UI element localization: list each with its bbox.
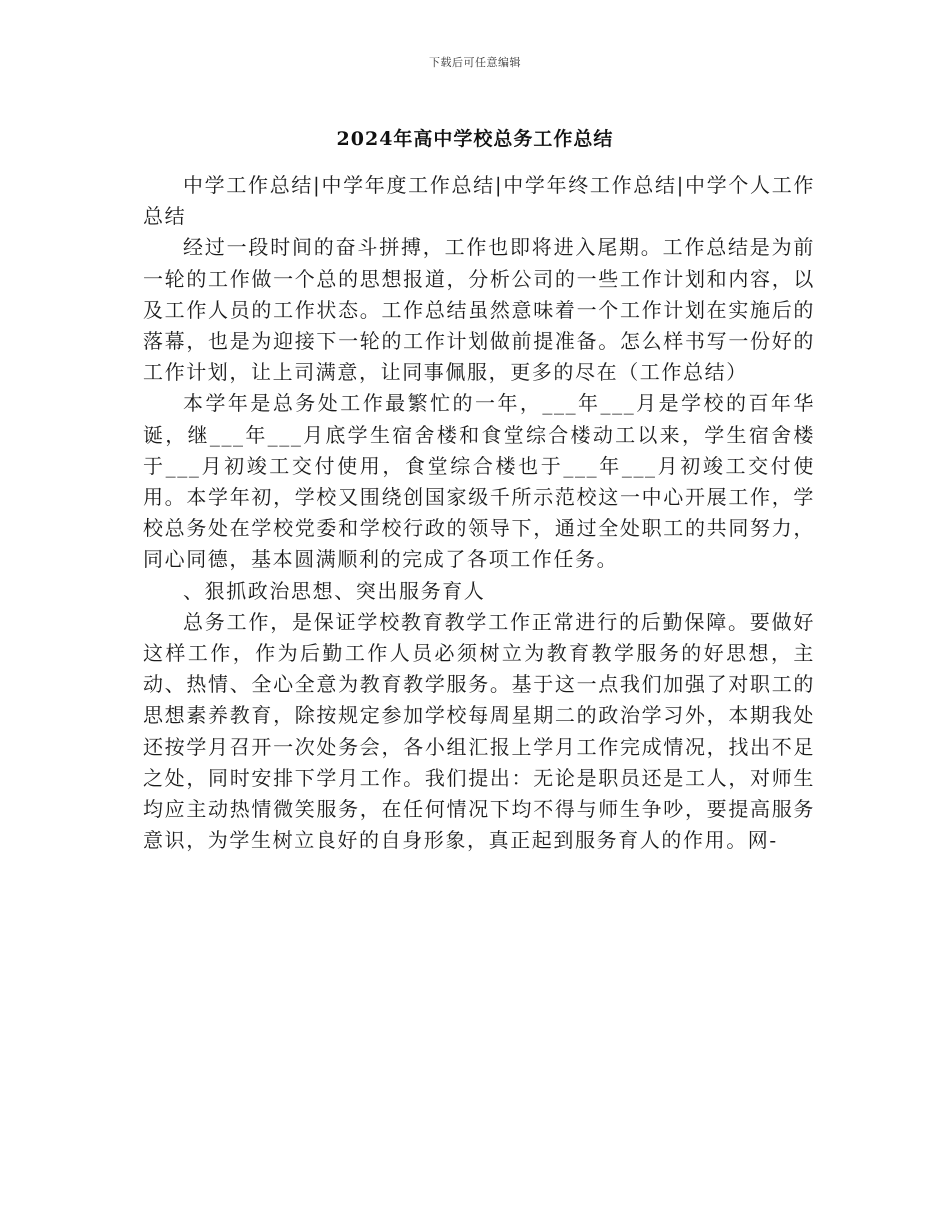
paragraph-categories: 中学工作总结|中学年度工作总结|中学年终工作总结|中学个人工作总结 (143, 173, 815, 229)
header-note: 下载后可任意编辑 (429, 56, 521, 69)
paragraph-intro: 经过一段时间的奋斗拼搏，工作也即将进入尾期。工作总结是为前一轮的工作做一个总的思想报道，分析公司的一些工作计划和内容，以及工作人员的工作状态。工作总结虽然意味着一个工作计划在实施后的落幕，也是为迎接下一轮的工作计划做前提准备。怎么样书写一份好的工作计划，让上司满意，让同事佩服，更多的尽在（工作总结） (143, 235, 815, 385)
document-body (143, 170, 815, 856)
document-title: 2024年高中学校总务工作总结 (336, 128, 614, 150)
section-heading: 、狠抓政治思想、突出服务育人 (183, 578, 486, 603)
paragraph-overview: 本学年是总务处工作最繁忙的一年，___年___月是学校的百年华诞，继___年___月底学生宿舍楼和食堂综合楼动工以来，学生宿舍楼于___月初竣工交付使用，食堂综合楼也于___年___月初竣工交付使用。本学年初，学校又围绕创国家级千所示范校这一中心开展工作，学校总务处在学校党委和学校行政的领导下，通过全处职工的共同努力，同心同德，基本圆满顺利的完成了各项工作任务。 (143, 391, 815, 572)
paragraph-political-work: 总务工作，是保证学校教育教学工作正常进行的后勤保障。要做好这样工作，作为后勤工作人员必须树立为教育教学服务的好思想，主动、热情、全心全意为教育教学服务。基于这一点我们加强了对职工的思想素养教育，除按规定参加学校每周星期二的政治学习外，本期我处还按学月召开一次处务会，各小组汇报上学月工作完成情况，找出不足之处，同时安排下学月工作。我们提出：无论是职员还是工人，对师生均应主动热情微笑服务，在任何情况下均不得与师生争吵，要提高服务意识，为学生树立良好的自身形象，真正起到服务育人的作用。网- (143, 609, 815, 853)
